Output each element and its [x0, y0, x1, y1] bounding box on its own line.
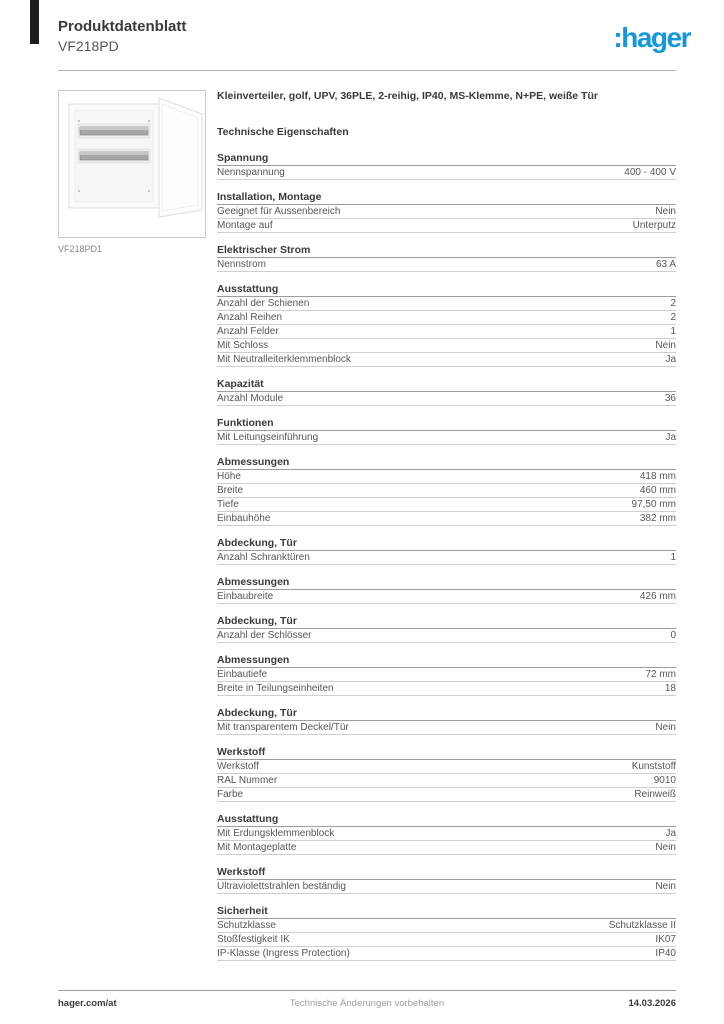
spec-row	[217, 339, 676, 353]
spec-section-heading: Kapazität	[217, 378, 676, 392]
spec-row-label: Einbaubreite	[217, 591, 274, 602]
spec-section	[217, 576, 676, 604]
spec-row-value: 0	[670, 630, 676, 641]
spec-row-label: Anzahl Module	[217, 393, 284, 404]
spec-row-value: Nein	[655, 722, 676, 733]
spec-row-value: Reinweiß	[634, 789, 676, 800]
header-divider	[58, 70, 676, 71]
spec-row-value: 18	[664, 683, 676, 694]
distribution-board-illustration	[59, 91, 205, 237]
product-image-caption: VF218PD1	[58, 244, 103, 254]
product-code: VF218PD	[58, 37, 119, 54]
spec-row	[217, 484, 676, 498]
spec-section	[217, 152, 676, 180]
spec-section-heading: Spannung	[217, 152, 676, 166]
footer-date: 14.03.2026	[628, 998, 676, 1009]
spec-section	[217, 654, 676, 696]
spec-row-value: 36	[664, 393, 676, 404]
spec-section-heading: Ausstattung	[217, 813, 676, 827]
spec-row-value: 97,50 mm	[631, 499, 676, 510]
product-description: Kleinverteiler, golf, UPV, 36PLE, 2-reihig, IP40, MS-Klemme, N+PE, weiße Tür	[217, 90, 598, 102]
spec-row-label: Nennspannung	[217, 167, 285, 178]
spec-row-label: Einbauhöhe	[217, 513, 271, 524]
spec-row-label: Breite in Teilungseinheiten	[217, 683, 334, 694]
spec-section	[217, 746, 676, 802]
spec-row-label: RAL Nummer	[217, 775, 278, 786]
spec-section	[217, 378, 676, 406]
spec-row	[217, 947, 676, 961]
spec-row	[217, 498, 676, 512]
spec-row-label: Mit Neutralleiterklemmenblock	[217, 354, 351, 365]
spec-row-value: IK07	[655, 934, 676, 945]
spec-section	[217, 283, 676, 367]
spec-row	[217, 512, 676, 526]
spec-row	[217, 325, 676, 339]
spec-row	[217, 919, 676, 933]
spec-row-label: Einbautiefe	[217, 669, 268, 680]
spec-row	[217, 311, 676, 325]
spec-row-label: Stoßfestigkeit IK	[217, 934, 290, 945]
spec-section	[217, 191, 676, 233]
spec-section	[217, 813, 676, 855]
product-photo	[58, 90, 206, 238]
spec-row-value: IP40	[655, 948, 676, 959]
spec-row-value: 72 mm	[645, 669, 676, 680]
spec-section-heading: Abmessungen	[217, 576, 676, 590]
spec-row-label: Mit transparentem Deckel/Tür	[217, 722, 349, 733]
spec-section	[217, 615, 676, 643]
spec-row-label: Höhe	[217, 471, 241, 482]
spec-row	[217, 933, 676, 947]
spec-row-value: Ja	[665, 828, 676, 839]
spec-row	[217, 760, 676, 774]
spec-row-value: 63 A	[655, 259, 676, 270]
spec-row-value: Ja	[665, 432, 676, 443]
spec-row-label: Anzahl Reihen	[217, 312, 283, 323]
spec-row	[217, 166, 676, 180]
spec-row	[217, 827, 676, 841]
spec-row	[217, 353, 676, 367]
spec-column	[217, 90, 676, 961]
footer	[58, 998, 676, 1009]
spec-row	[217, 219, 676, 233]
spec-row-value: 1	[670, 326, 676, 337]
spec-row-label: Anzahl der Schienen	[217, 298, 310, 309]
spec-row	[217, 470, 676, 484]
spec-row-value: Nein	[655, 842, 676, 853]
spec-row-value: 1	[670, 552, 676, 563]
spec-row-label: Werkstoff	[217, 761, 259, 772]
spec-section	[217, 707, 676, 735]
spec-row-value: Ja	[665, 354, 676, 365]
spec-row-label: Farbe	[217, 789, 244, 800]
spec-row	[217, 668, 676, 682]
spec-section-heading: Sicherheit	[217, 905, 676, 919]
spec-table	[217, 152, 676, 961]
spec-section	[217, 417, 676, 445]
spec-row-value: 382 mm	[639, 513, 676, 524]
spec-row-value: 418 mm	[639, 471, 676, 482]
spec-row-label: Anzahl Schranktüren	[217, 552, 310, 563]
spec-row-label: Tiefe	[217, 499, 239, 510]
spec-row-value: 426 mm	[639, 591, 676, 602]
spec-row	[217, 629, 676, 643]
spec-row	[217, 880, 676, 894]
spec-section-heading: Installation, Montage	[217, 191, 676, 205]
print-binding-mark	[30, 0, 39, 44]
spec-row-value: Unterputz	[632, 220, 676, 231]
page-title: Produktdatenblatt	[58, 18, 187, 35]
spec-row	[217, 258, 676, 272]
spec-row-label: Mit Montageplatte	[217, 842, 297, 853]
spec-row-value: 9010	[653, 775, 676, 786]
footer-divider	[58, 990, 676, 991]
spec-section-heading: Abdeckung, Tür	[217, 537, 676, 551]
spec-row-label: Anzahl der Schlösser	[217, 630, 312, 641]
spec-section	[217, 866, 676, 894]
spec-section-heading: Abdeckung, Tür	[217, 707, 676, 721]
spec-row	[217, 551, 676, 565]
spec-section	[217, 244, 676, 272]
spec-row-value: Kunststoff	[631, 761, 676, 772]
spec-row-value: Nein	[655, 881, 676, 892]
spec-row-label: Montage auf	[217, 220, 273, 231]
spec-section-heading: Abmessungen	[217, 456, 676, 470]
spec-section	[217, 905, 676, 961]
spec-row-label: Geeignet für Aussenbereich	[217, 206, 341, 217]
spec-row	[217, 297, 676, 311]
spec-row-value: 460 mm	[639, 485, 676, 496]
spec-row	[217, 774, 676, 788]
spec-row	[217, 788, 676, 802]
spec-section-heading: Funktionen	[217, 417, 676, 431]
spec-row-value: 2	[670, 312, 676, 323]
header	[58, 18, 690, 57]
footer-notice: Technische Änderungen vorbehalten	[289, 998, 445, 1009]
spec-row	[217, 392, 676, 406]
spec-section-heading: Werkstoff	[217, 866, 676, 880]
spec-row-label: Schutzklasse	[217, 920, 276, 931]
spec-row-label: Breite	[217, 485, 244, 496]
footer-website-link[interactable]: hager.com/at	[58, 998, 117, 1009]
spec-section-heading: Abmessungen	[217, 654, 676, 668]
spec-section	[217, 456, 676, 526]
hager-logo: :hager	[613, 22, 690, 53]
spec-row-value: Nein	[655, 206, 676, 217]
spec-row-label: Ultraviolettstrahlen beständig	[217, 881, 346, 892]
spec-table-title: Technische Eigenschaften	[217, 126, 349, 138]
spec-row-label: Mit Erdungsklemmenblock	[217, 828, 335, 839]
spec-section-heading: Abdeckung, Tür	[217, 615, 676, 629]
spec-row	[217, 590, 676, 604]
spec-row	[217, 841, 676, 855]
product-image-column	[58, 90, 206, 254]
spec-row-label: IP-Klasse (Ingress Protection)	[217, 948, 350, 959]
spec-section-heading: Elektrischer Strom	[217, 244, 676, 258]
spec-row	[217, 205, 676, 219]
spec-row-value: 400 - 400 V	[624, 167, 676, 178]
spec-row-value: Schutzklasse II	[608, 920, 676, 931]
spec-section-heading: Ausstattung	[217, 283, 676, 297]
header-title-block	[58, 18, 186, 55]
spec-row-value: Nein	[655, 340, 676, 351]
spec-section	[217, 537, 676, 565]
spec-row	[217, 721, 676, 735]
spec-row-label: Anzahl Felder	[217, 326, 279, 337]
spec-row-value: 2	[670, 298, 676, 309]
spec-section-heading: Werkstoff	[217, 746, 676, 760]
spec-row	[217, 682, 676, 696]
spec-row-label: Mit Leitungseinführung	[217, 432, 319, 443]
spec-row-label: Mit Schloss	[217, 340, 269, 351]
spec-row	[217, 431, 676, 445]
spec-row-label: Nennstrom	[217, 259, 266, 270]
